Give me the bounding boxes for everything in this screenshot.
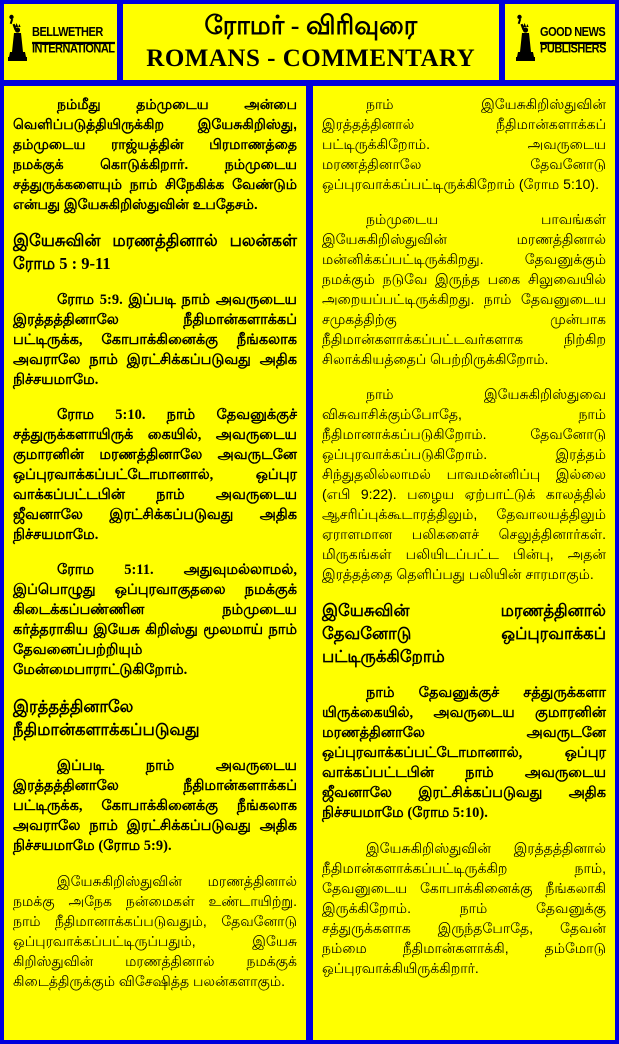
bellwether-logo-top-label: BELLWETHER xyxy=(32,27,115,44)
verse-rom-5-10: ரோம 5:10. நாம் தேவனுக்குச் சத்துருக்களாயிருக் கையில், அவருடைய குமாரனின் மரணத்தினாலே அவருடனே ஒப்புரவாக்கப்பட்டோமானால், ஒப்புர வாக்கப்பட்டபின் நாம் அவருடைய ஜீவனாலே இரட்சிக்கப்படுவது அதிக நிச்சயமாமே. xyxy=(13,407,297,543)
paragraph-benefits-summary: இயேசுகிறிஸ்துவின் மரணத்தினால் நமக்கு அநேக நன்மைகள் உண்டாயிற்று. நாம் நீதிமானாக்கப்படுவதும், தேவனோடு ஒப்புரவாக்கப்பட்டிருப்பதும், இயேசு கிறிஸ்துவின் மரணத்தினால் நமக்குக் கிடைத்திருக்கும் விசேஷித்த பலன்களாகும். xyxy=(13,873,297,989)
good-news-publishers-logo xyxy=(505,4,615,80)
right-column xyxy=(313,86,615,1040)
verse-quote-rom-5-10: நாம் தேவனுக்குச் சத்துருக்களா யிருக்கையில், அவருடைய குமாரனின் மரணத்தினாலே அவருடனே ஒப்புரவாக்கப்பட்டோமானால், ஒப்புர வாக்கப்பட்டபின் நாம் அவருடைய ஜீவனாலே இரட்சிக்கப்படுவது அதிக நிச்சயமாமே (ரோம 5:10). xyxy=(322,685,606,821)
good-news-logo-top-label: GOOD NEWS xyxy=(540,27,606,44)
section-heading-benefits-of-death: இயேசுவின் மரணத்தினால் பலன்கள் ரோம 5 : 9-11 xyxy=(13,231,297,273)
verse-rom-5-11: ரோம 5:11. அதுவுமல்லாமல், இப்பொழுது ஒப்புரவாகுதலை நமக்குக் கிடைக்கப்பண்ணின நம்முடைய கர்த்தராகிய இயேசு கிறிஸ்து மூலமாய் நாம் தேவனைப்பற்றியும் மேன்மைபாராட்டுகிறோம். xyxy=(13,562,297,678)
statue-icon xyxy=(514,14,536,71)
statue-icon xyxy=(6,14,28,71)
paragraph-sins-forgiven: நம்முடைய பாவங்கள் இயேசுகிறிஸ்துவின் மரணத்தினால் மன்னிக்கப்பட்டிருக்கிறது. தேவனுக்கும் நமக்கும் நடுவே இருந்த பகை சிலுவையில் அறையப்பட்டிருக்கிறது. நாம் தேவனுடைய சமுகத்திற்கு முன்பாக நீதிமான்களாக்கப்பட்டவர்களாக நிற்கிற சிலாக்கியத்தைப் பெற்றிருக்கிறோம். xyxy=(322,211,606,367)
paragraph-conclusion: இயேசுகிறிஸ்துவின் இரத்தத்தினால் நீதிமான்களாக்கப்பட்டிருக்கிற நாம், தேவனுடைய கோபாக்கினைக்கு நீங்கலாகி இருக்கிறோம். நாம் தேவனுக்கு சத்துருக்களாக இருந்தபோதே, தேவன் நம்மை நீதிமான்களாக்கி, தம்மோடு ஒப்புரவாக்கியிருக்கிறார். xyxy=(322,840,606,976)
section-heading-justified-by-blood: இரத்தத்தினாலே நீதிமான்களாக்கப்படுவது xyxy=(13,697,200,739)
header xyxy=(4,4,615,80)
verse-quote-rom-5-9: இப்படி நாம் அவருடைய இரத்தத்தினாலே நீதிமான்களாக்கப் பட்டிருக்க, கோபாக்கினைக்கு நீங்கலாக அவராலே நாம் இரட்சிக்கப்படுவது அதிக நிச்சயமாமே (ரோம 5:9). xyxy=(13,758,297,854)
paragraph-justified-reconciled: நாம் இயேசுகிறிஸ்துவின் இரத்தத்தினால் நீதிமான்களாக்கப் பட்டிருக்கிறோம். அவருடைய மரணத்தினாலே தேவனோடு ஒப்புரவாக்கப்பட்டிருக்கிறோம் (ரோம 5:10). xyxy=(322,96,606,192)
paragraph-intro: நம்மீது தம்முடைய அன்பை வெளிப்படுத்தியிருக்கிற இயேசுகிறிஸ்து, தம்முடைய ராஜ்யத்தின் பிரமாணத்தை நமக்குக் கொடுக்கிறார். நம்முடைய சத்துருக்களையும் நாம் சிநேகிக்க வேண்டும் என்பது இயேசுகிறிஸ்துவின் உபதேசம். xyxy=(13,96,297,212)
bellwether-logo xyxy=(4,4,117,80)
page-title-english: ROMANS - COMMENTARY xyxy=(146,44,476,72)
content-columns xyxy=(4,86,615,1040)
page xyxy=(4,4,615,1040)
section-heading-reconciled-with-god: இயேசுவின் மரணத்தினால் தேவனோடு ஒப்புரவாக்கப் பட்டிருக்கிறோம் xyxy=(322,601,606,666)
page-title-tamil: ரோமர் - விரிவுரை xyxy=(204,10,418,40)
left-column xyxy=(4,86,306,1040)
verse-rom-5-9: ரோம 5:9. இப்படி நாம் அவருடைய இரத்தத்தினாலே நீதிமான்களாக்கப் பட்டிருக்க, கோபாக்கினைக்கு நீங்கலாக அவராலே நாம் இரட்சிக்கப்படுவது அதிக நிச்சயமாமே. xyxy=(13,292,297,388)
paragraph-faith-and-sacrifices: நாம் இயேசுகிறிஸ்துவை விசுவாசிக்கும்போதே, நாம் நீதிமானாக்கப்படுகிறோம். தேவனோடு ஒப்புரவாக்கப்படுகிறோம். இரத்தம் சிந்துதலில்லாமல் பாவமன்னிப்பு இல்லை (எபி 9:22). பழைய ஏற்பாட்டுக் காலத்தில் ஆசரிப்புக்கூடாரத்திலும், தேவாலயத்திலும் ஏராளமான பலிகளைச் செலுத்தினார்கள். மிருகங்கள் பலியிடப்பட்ட பின்பு, அதன் இரத்தத்தை தெளிப்பது பலியின் சாரமாகும். xyxy=(322,386,606,582)
bellwether-logo-bottom-label: INTERNATIONAL xyxy=(32,42,115,56)
title-block xyxy=(123,4,499,80)
good-news-logo-bottom-label: PUBLISHERS xyxy=(540,42,606,56)
